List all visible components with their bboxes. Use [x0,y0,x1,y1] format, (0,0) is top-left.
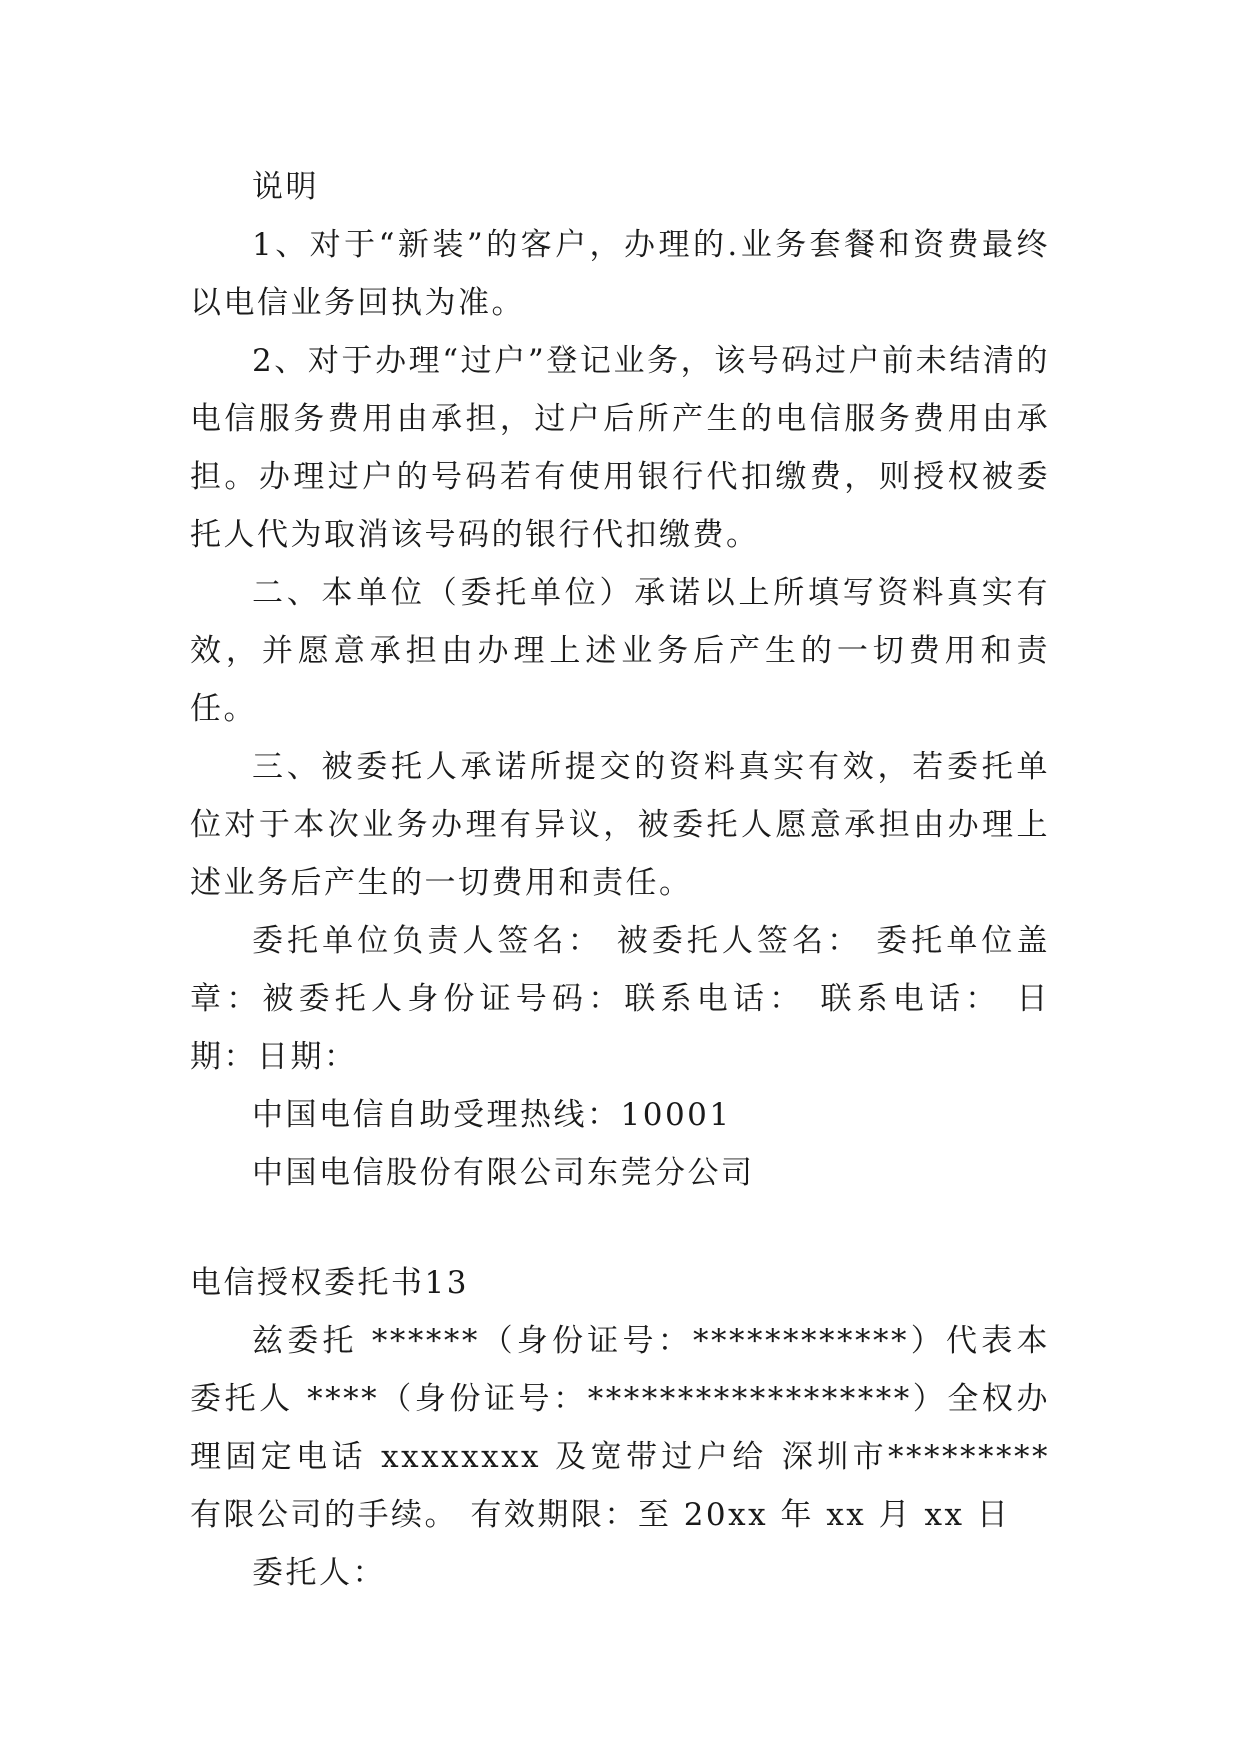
paragraph-signatures: 委托单位负责人签名： 被委托人签名： 委托单位盖章：被委托人身份证号码：联系电话： 联系电话： 日期：日期： [190,923,1050,1075]
document-body [190,158,1050,1602]
paragraph-principal: 委托人： [252,1555,386,1591]
paragraph-commitment-unit: 二、本单位（委托单位）承诺以上所填写资料真实有效，并愿意承担由办理上述业务后产生的一切费用和责任。 [190,575,1050,727]
section-title: 电信授权委托书13 [190,1265,469,1301]
paragraph-authorization: 兹委托 ******（身份证号：************）代表本委托人 ****（身份证号：******************）全权办理固定电话 xxxxxxxx 及宽带过户给 深圳市*********有限公司的手续。 有效期限：至 20xx 年 xx 月 xx 日 [190,1323,1050,1533]
paragraph-commitment-agent: 三、被委托人承诺所提交的资料真实有效，若委托单位对于本次业务办理有异议，被委托人愿意承担由办理上述业务后产生的一切费用和责任。 [190,749,1050,901]
section-spacer [190,1202,1050,1254]
paragraph-item-2: 2、对于办理“过户”登记业务，该号码过户前未结清的电信服务费用由承担，过户后所产生的电信服务费用由承担。办理过户的号码若有使用银行代扣缴费，则授权被委托人代为取消该号码的银行代扣缴费。 [190,343,1050,553]
heading-explanation: 说明 [252,169,319,205]
paragraph-item-1: 1、对于“新装”的客户，办理的.业务套餐和资费最终以电信业务回执为准。 [190,227,1050,321]
paragraph-hotline: 中国电信自助受理热线：10001 [252,1097,732,1133]
paragraph-company: 中国电信股份有限公司东莞分公司 [252,1155,755,1191]
